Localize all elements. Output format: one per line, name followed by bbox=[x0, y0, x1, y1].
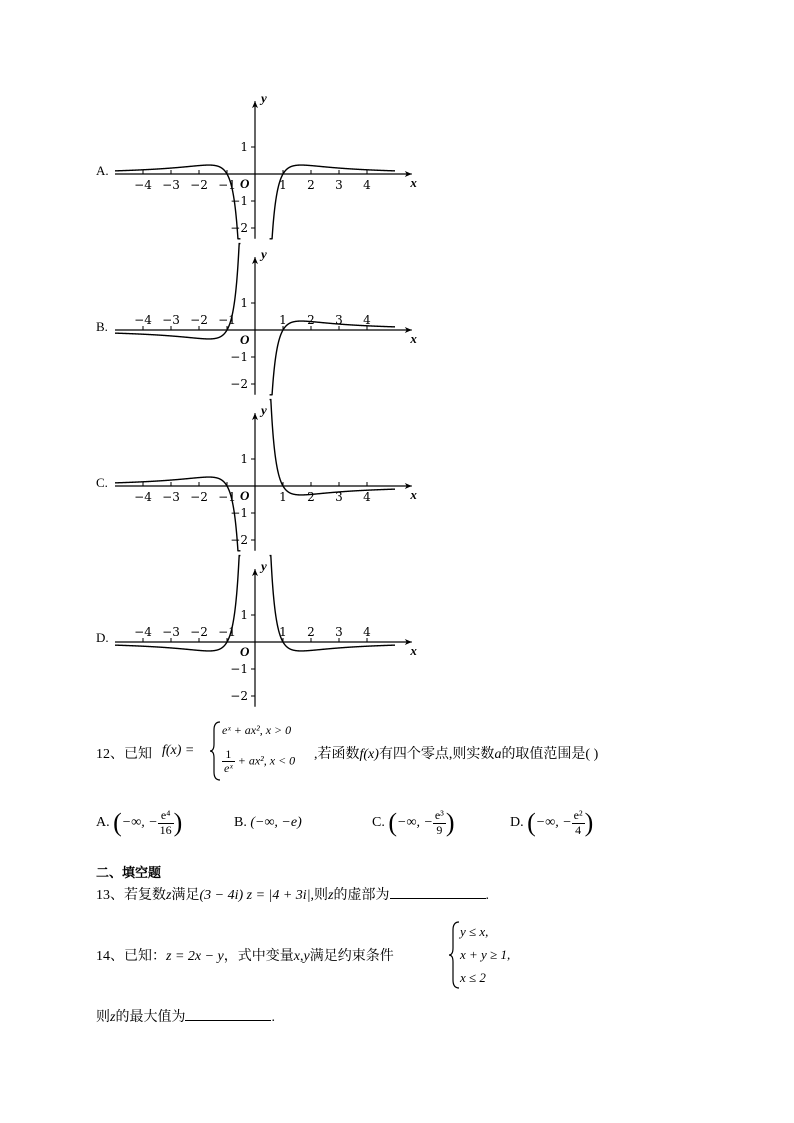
q12-choice-c[interactable]: C. (−∞, − $\frac{\text{e³}}{9}$ ) bbox=[372, 808, 455, 837]
graph-c-x-name: x bbox=[410, 487, 417, 502]
graph-a-origin: O bbox=[240, 176, 250, 191]
graph-d-curve-right bbox=[270, 556, 395, 651]
q12-tail bbox=[314, 743, 598, 763]
q12-choice-a[interactable]: A. (−∞, − $\frac{\text{e⁴}}{16}$ ) bbox=[96, 808, 183, 837]
section-fill-in-blank-title: 二、填空题 bbox=[96, 866, 162, 881]
graph-d-x-tick-label: 3 bbox=[335, 625, 343, 639]
q14-end: . bbox=[271, 1010, 275, 1025]
graph-option-d bbox=[92, 558, 422, 712]
q12-piece2-den: eˣ bbox=[224, 761, 233, 776]
q12-choice-c-left: −∞, − bbox=[397, 815, 433, 830]
graph-option-a bbox=[92, 90, 422, 244]
graph-c-y-tick-label: −1 bbox=[230, 506, 248, 520]
q14-answer-blank[interactable] bbox=[185, 1006, 271, 1021]
q14-line2-mid: 的最大值为 bbox=[115, 1010, 186, 1025]
q12-piece-2 bbox=[222, 748, 295, 775]
q12-piece2-rest: + ax², x < 0 bbox=[237, 753, 296, 768]
q12-choice-c-label: C. bbox=[372, 815, 385, 831]
q13-line bbox=[96, 884, 489, 904]
graph-d-x-tick-label: −3 bbox=[162, 625, 180, 639]
q14-mid2: 满足约束条件 bbox=[309, 949, 394, 964]
q13-end: . bbox=[485, 888, 489, 903]
q14-line-2 bbox=[96, 1006, 275, 1026]
graph-b-x-tick-label: −2 bbox=[190, 313, 208, 327]
graph-a-svg bbox=[92, 90, 422, 244]
q13-post1: ,则 bbox=[310, 888, 329, 903]
q14-constraint-3: x ≤ 2 bbox=[460, 970, 486, 985]
graph-b-x-name: x bbox=[410, 331, 417, 346]
q13-z2: z bbox=[328, 888, 334, 903]
graph-d-y-tick-label: 1 bbox=[240, 608, 248, 622]
graph-d-x-tick-label: 4 bbox=[363, 625, 371, 639]
graph-c-label: C. bbox=[96, 475, 108, 490]
graph-d-origin: O bbox=[240, 644, 250, 659]
graph-a-x-tick-label: 4 bbox=[363, 178, 371, 192]
q12-tail-end: 的取值范围是( ) bbox=[501, 747, 599, 762]
graph-a-x-tick-label: −4 bbox=[134, 178, 152, 192]
q12-piece2-num: 1 bbox=[222, 748, 235, 762]
q12-tail-pre: ,若函数 bbox=[314, 747, 360, 762]
graph-c-curve-right bbox=[270, 400, 395, 495]
graph-d-label: D. bbox=[96, 630, 109, 645]
graph-b-x-tick-label: −4 bbox=[134, 313, 152, 327]
q13-eq: (3 − 4i) z = |4 + 3i| bbox=[199, 888, 311, 903]
graph-option-b bbox=[92, 246, 422, 400]
graph-a-x-tick-label: 3 bbox=[335, 178, 343, 192]
q14-sep: , bbox=[300, 949, 304, 964]
graph-b-x-tick-label: −3 bbox=[162, 313, 180, 327]
graph-b-curve-right bbox=[270, 321, 395, 395]
q12-choice-d-den: 4 bbox=[575, 822, 582, 837]
graph-d-y-tick-label: −2 bbox=[230, 689, 248, 703]
q12-choice-c-den: 9 bbox=[436, 822, 443, 837]
graph-c-y-name: y bbox=[261, 402, 267, 418]
graph-b-label: B. bbox=[96, 319, 108, 334]
graph-c-y-tick-label: −2 bbox=[230, 533, 248, 547]
graph-a-y-tick-label: −1 bbox=[230, 194, 248, 208]
q13-z1: z bbox=[166, 888, 172, 903]
q12-tail-fx: f(x) bbox=[359, 747, 379, 762]
q14-line2-pre: 则 bbox=[96, 1010, 110, 1025]
graph-b-origin: O bbox=[240, 332, 250, 347]
q12-choice-b-text: (−∞, −e) bbox=[250, 815, 302, 830]
graph-a-label: A. bbox=[96, 163, 109, 178]
graph-c-svg bbox=[92, 402, 422, 556]
graph-b-x-tick-label: 2 bbox=[307, 313, 315, 327]
q14-pre: 14、已知： bbox=[96, 949, 166, 964]
q14-mid1: ，式中变量 bbox=[223, 949, 294, 964]
graph-a-y-name: y bbox=[261, 90, 267, 106]
graph-a-curve-left bbox=[115, 165, 240, 239]
q13-mid: 满足 bbox=[171, 888, 200, 903]
q14-expr: z = 2x − y bbox=[166, 949, 224, 964]
graph-b-y-tick-label: −2 bbox=[230, 377, 248, 391]
graph-d-y-name: y bbox=[261, 558, 267, 574]
graph-b-svg bbox=[92, 246, 422, 400]
graph-a-x-tick-label: 2 bbox=[307, 178, 315, 192]
graph-b-x-tick-label: 4 bbox=[363, 313, 371, 327]
q12-choice-a-left: −∞, − bbox=[121, 815, 158, 830]
graph-b-y-tick-label: 1 bbox=[240, 296, 248, 310]
graph-b-x-tick-label: 3 bbox=[335, 313, 343, 327]
q12-choice-b-label: B. bbox=[234, 815, 247, 830]
q14-v2: y bbox=[303, 949, 310, 964]
graph-c-x-tick-label: −3 bbox=[162, 490, 180, 504]
q12-choice-b[interactable] bbox=[234, 815, 302, 831]
graph-a-x-tick-label: −3 bbox=[162, 178, 180, 192]
q14-v1: x bbox=[293, 949, 300, 964]
q14-constraint-1: y ≤ x, bbox=[460, 924, 489, 939]
graph-d-svg bbox=[92, 558, 422, 712]
graph-d-x-tick-label: −1 bbox=[218, 625, 236, 639]
q12-choice-a-num: e⁴ bbox=[158, 809, 174, 823]
q14-line bbox=[96, 945, 394, 965]
graph-c-x-tick-label: 3 bbox=[335, 490, 343, 504]
graph-c-x-tick-label: −4 bbox=[134, 490, 152, 504]
graph-d-y-tick-label: −1 bbox=[230, 662, 248, 676]
graph-d-x-tick-label: −2 bbox=[190, 625, 208, 639]
q12-choice-a-den: 16 bbox=[159, 822, 172, 837]
q12-piece-1: eˣ + ax², x > 0 bbox=[222, 723, 292, 737]
q13-post2: 的虚部为 bbox=[333, 888, 390, 903]
graph-a-y-tick-label: −2 bbox=[230, 221, 248, 235]
graph-b-x-tick-label: 1 bbox=[279, 313, 287, 327]
q12-fx: f(x) = bbox=[162, 743, 195, 758]
graph-a-x-tick-label: −2 bbox=[190, 178, 208, 192]
graph-c-x-tick-label: 4 bbox=[363, 490, 371, 504]
q12-choice-d-num: e² bbox=[573, 808, 583, 823]
graph-a-x-name: x bbox=[410, 175, 417, 190]
q12-tail-mid: 有四个零点,则实数 bbox=[378, 747, 495, 762]
graph-a-curve-right bbox=[270, 165, 395, 239]
graph-d-x-tick-label: −4 bbox=[134, 625, 152, 639]
graph-option-c bbox=[92, 402, 422, 556]
graph-c-x-tick-label: 2 bbox=[307, 490, 315, 504]
graph-d-x-name: x bbox=[410, 643, 417, 658]
graph-d-x-tick-label: 2 bbox=[307, 625, 315, 639]
graph-d-x-tick-label: 1 bbox=[279, 625, 287, 639]
q12-tail-a: a bbox=[494, 747, 502, 762]
q13-pre: 13、若复数 bbox=[96, 888, 166, 903]
q14-constraint-2: x + y ≥ 1, bbox=[460, 947, 511, 962]
graph-c-origin: O bbox=[240, 488, 250, 503]
q13-answer-blank[interactable] bbox=[390, 884, 486, 899]
q12-number: 12、已知 bbox=[96, 747, 152, 762]
q12-choice-d-left: −∞, − bbox=[535, 815, 572, 830]
q12-choice-d-label: D. bbox=[510, 815, 524, 831]
q12-choice-a-label: A. bbox=[96, 815, 110, 831]
graph-c-x-tick-label: −1 bbox=[218, 490, 236, 504]
graph-c-x-tick-label: 1 bbox=[279, 490, 287, 504]
graph-c-y-tick-label: 1 bbox=[240, 452, 248, 466]
graph-c-curve-left bbox=[115, 477, 240, 551]
graph-a-y-tick-label: 1 bbox=[240, 140, 248, 154]
graph-b-y-name: y bbox=[261, 246, 267, 262]
q14-z: z bbox=[110, 1010, 116, 1025]
q12-choice-d[interactable]: D. (−∞, − $\frac{\text{e²}}{4}$ ) bbox=[510, 808, 594, 837]
graph-b-y-tick-label: −1 bbox=[230, 350, 248, 364]
graph-b-x-tick-label: −1 bbox=[218, 313, 236, 327]
graph-c-x-tick-label: −2 bbox=[190, 490, 208, 504]
graph-a-x-tick-label: 1 bbox=[279, 178, 287, 192]
q12-choice-c-num: e³ bbox=[434, 808, 444, 823]
graph-a-x-tick-label: −1 bbox=[218, 178, 236, 192]
